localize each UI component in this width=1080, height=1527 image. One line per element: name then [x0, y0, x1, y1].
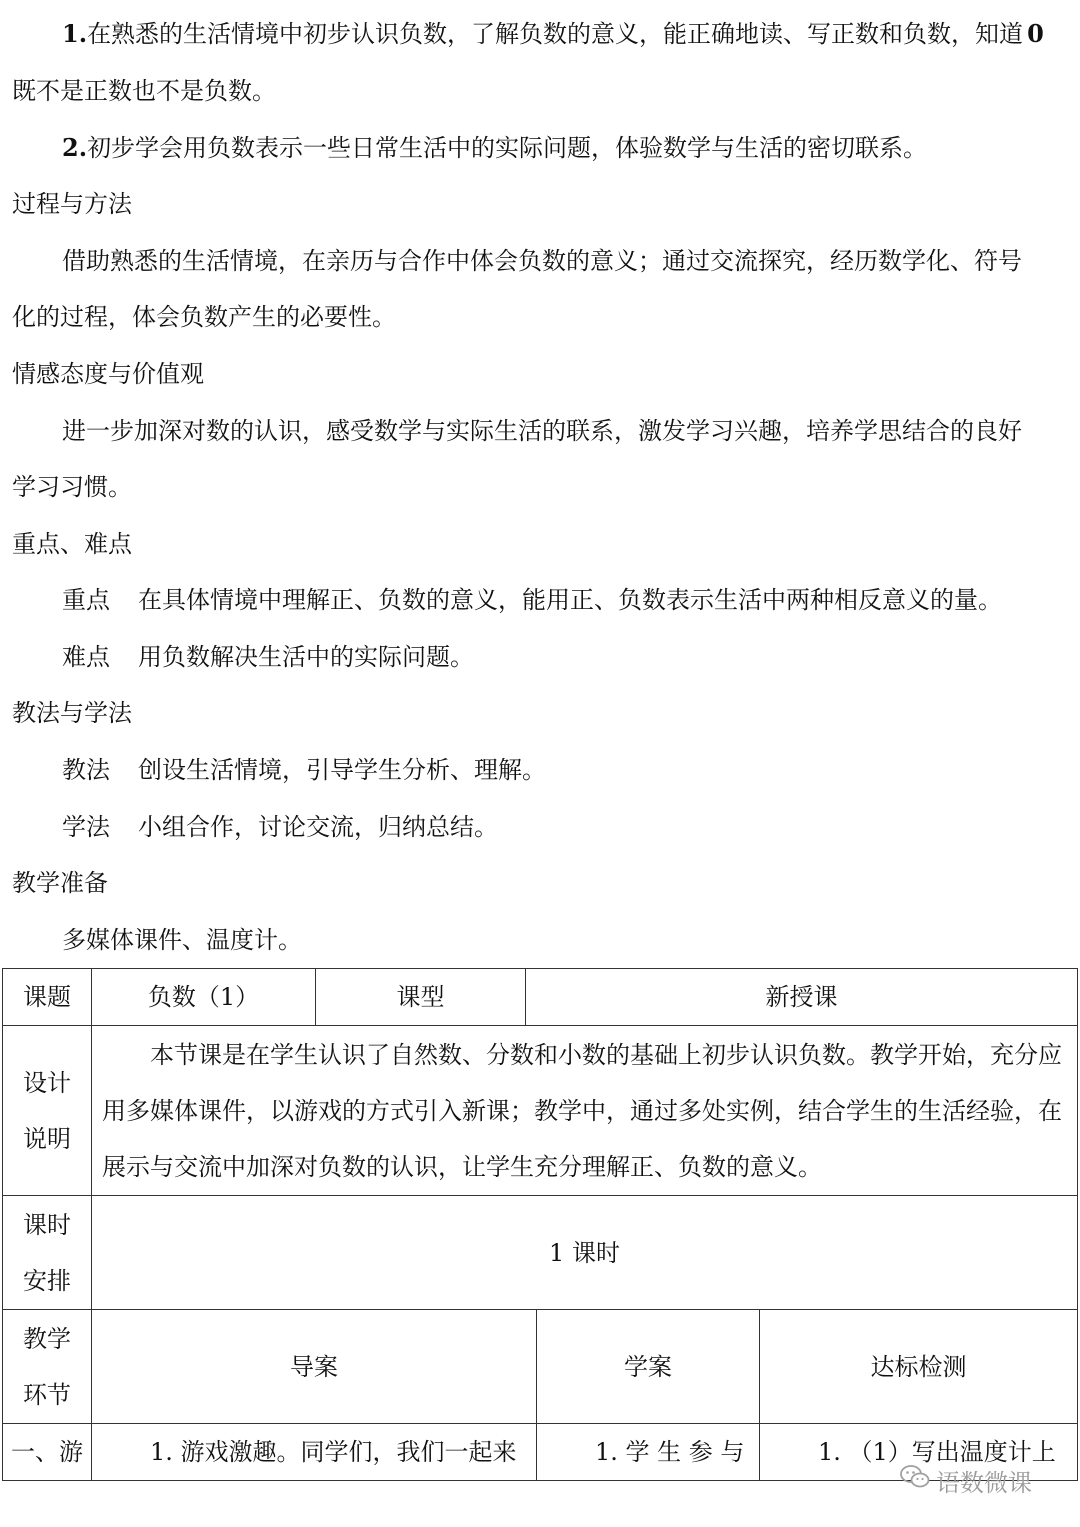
- prep-heading: 教学准备: [12, 869, 108, 897]
- topic-row: [3, 969, 1078, 1026]
- check-header: 达标检测: [760, 1310, 1078, 1424]
- topic-label: 课题: [3, 969, 92, 1026]
- emotion-heading: 情感态度与价值观: [12, 360, 204, 388]
- stage-header-row: [3, 1310, 1078, 1424]
- design-row: [3, 1026, 1078, 1196]
- stage-label: 教学 环节: [3, 1310, 92, 1424]
- objective-1-line-1: 1.在熟悉的生活情境中初步认识负数，了解负数的意义，能正确地读、写正数和负数，知道 0: [62, 19, 1044, 48]
- row-guide: 1. 游戏激趣。同学们，我们一起来: [92, 1424, 537, 1481]
- hours-value: 1 课时: [92, 1196, 1078, 1310]
- topic-value: 负数（1）: [92, 969, 316, 1026]
- design-label: 设计 说明: [3, 1026, 92, 1196]
- row-study: 1. 学 生 参 与: [537, 1424, 760, 1481]
- prep-text: 多媒体课件、温度计。: [62, 926, 302, 954]
- process-line-1: 借助熟悉的生活情境，在亲历与合作中体会负数的意义；通过交流探究，经历数学化、符号: [62, 247, 1022, 275]
- keypoint-key: 重点 在具体情境中理解正、负数的意义，能用正、负数表示生活中两种相反意义的量。: [62, 586, 1002, 614]
- emotion-line-1: 进一步加深对数的认识，感受数学与实际生活的联系，激发学习兴趣，培养学思结合的良好: [62, 417, 1022, 445]
- objective-2: 2.初步学会用负数表示一些日常生活中的实际问题，体验数学与生活的密切联系。: [62, 133, 928, 162]
- design-text: 本节课是在学生认识了自然数、分数和小数的基础上初步认识负数。教学开始，充分应用多媒体课件，以游戏的方式引入新课；教学中，通过多处实例，结合学生的生活经验，在展示与交流中加深对负数的认识，让学生充分理解正、负数的意义。: [92, 1026, 1078, 1196]
- lesson-table: [2, 968, 1078, 1481]
- method-teach: 教法 创设生活情境，引导学生分析、理解。: [62, 756, 546, 784]
- guide-header: 导案: [92, 1310, 537, 1424]
- hours-row: [3, 1196, 1078, 1310]
- methods-heading: 教法与学法: [12, 699, 132, 727]
- row-check: 1. （1）写出温度计上: [760, 1424, 1078, 1481]
- process-heading: 过程与方法: [12, 190, 132, 218]
- type-value: 新授课: [526, 969, 1078, 1026]
- emotion-line-2: 学习习惯。: [12, 473, 132, 501]
- hours-label: 课时 安排: [3, 1196, 92, 1310]
- keypoint-hard: 难点 用负数解决生活中的实际问题。: [62, 643, 474, 671]
- study-header: 学案: [537, 1310, 760, 1424]
- objective-1-line-2: 既不是正数也不是负数。: [12, 77, 276, 105]
- process-line-2: 化的过程，体会负数产生的必要性。: [12, 303, 396, 331]
- type-label: 课型: [316, 969, 526, 1026]
- watermark-text: 语数微课: [936, 1468, 1032, 1497]
- keypoints-heading: 重点、难点: [12, 530, 132, 558]
- wechat-icon: [900, 1464, 930, 1496]
- method-learn: 学法 小组合作，讨论交流，归纳总结。: [62, 813, 498, 841]
- row-stage: 一、游: [3, 1424, 92, 1481]
- watermark: [900, 1462, 1032, 1498]
